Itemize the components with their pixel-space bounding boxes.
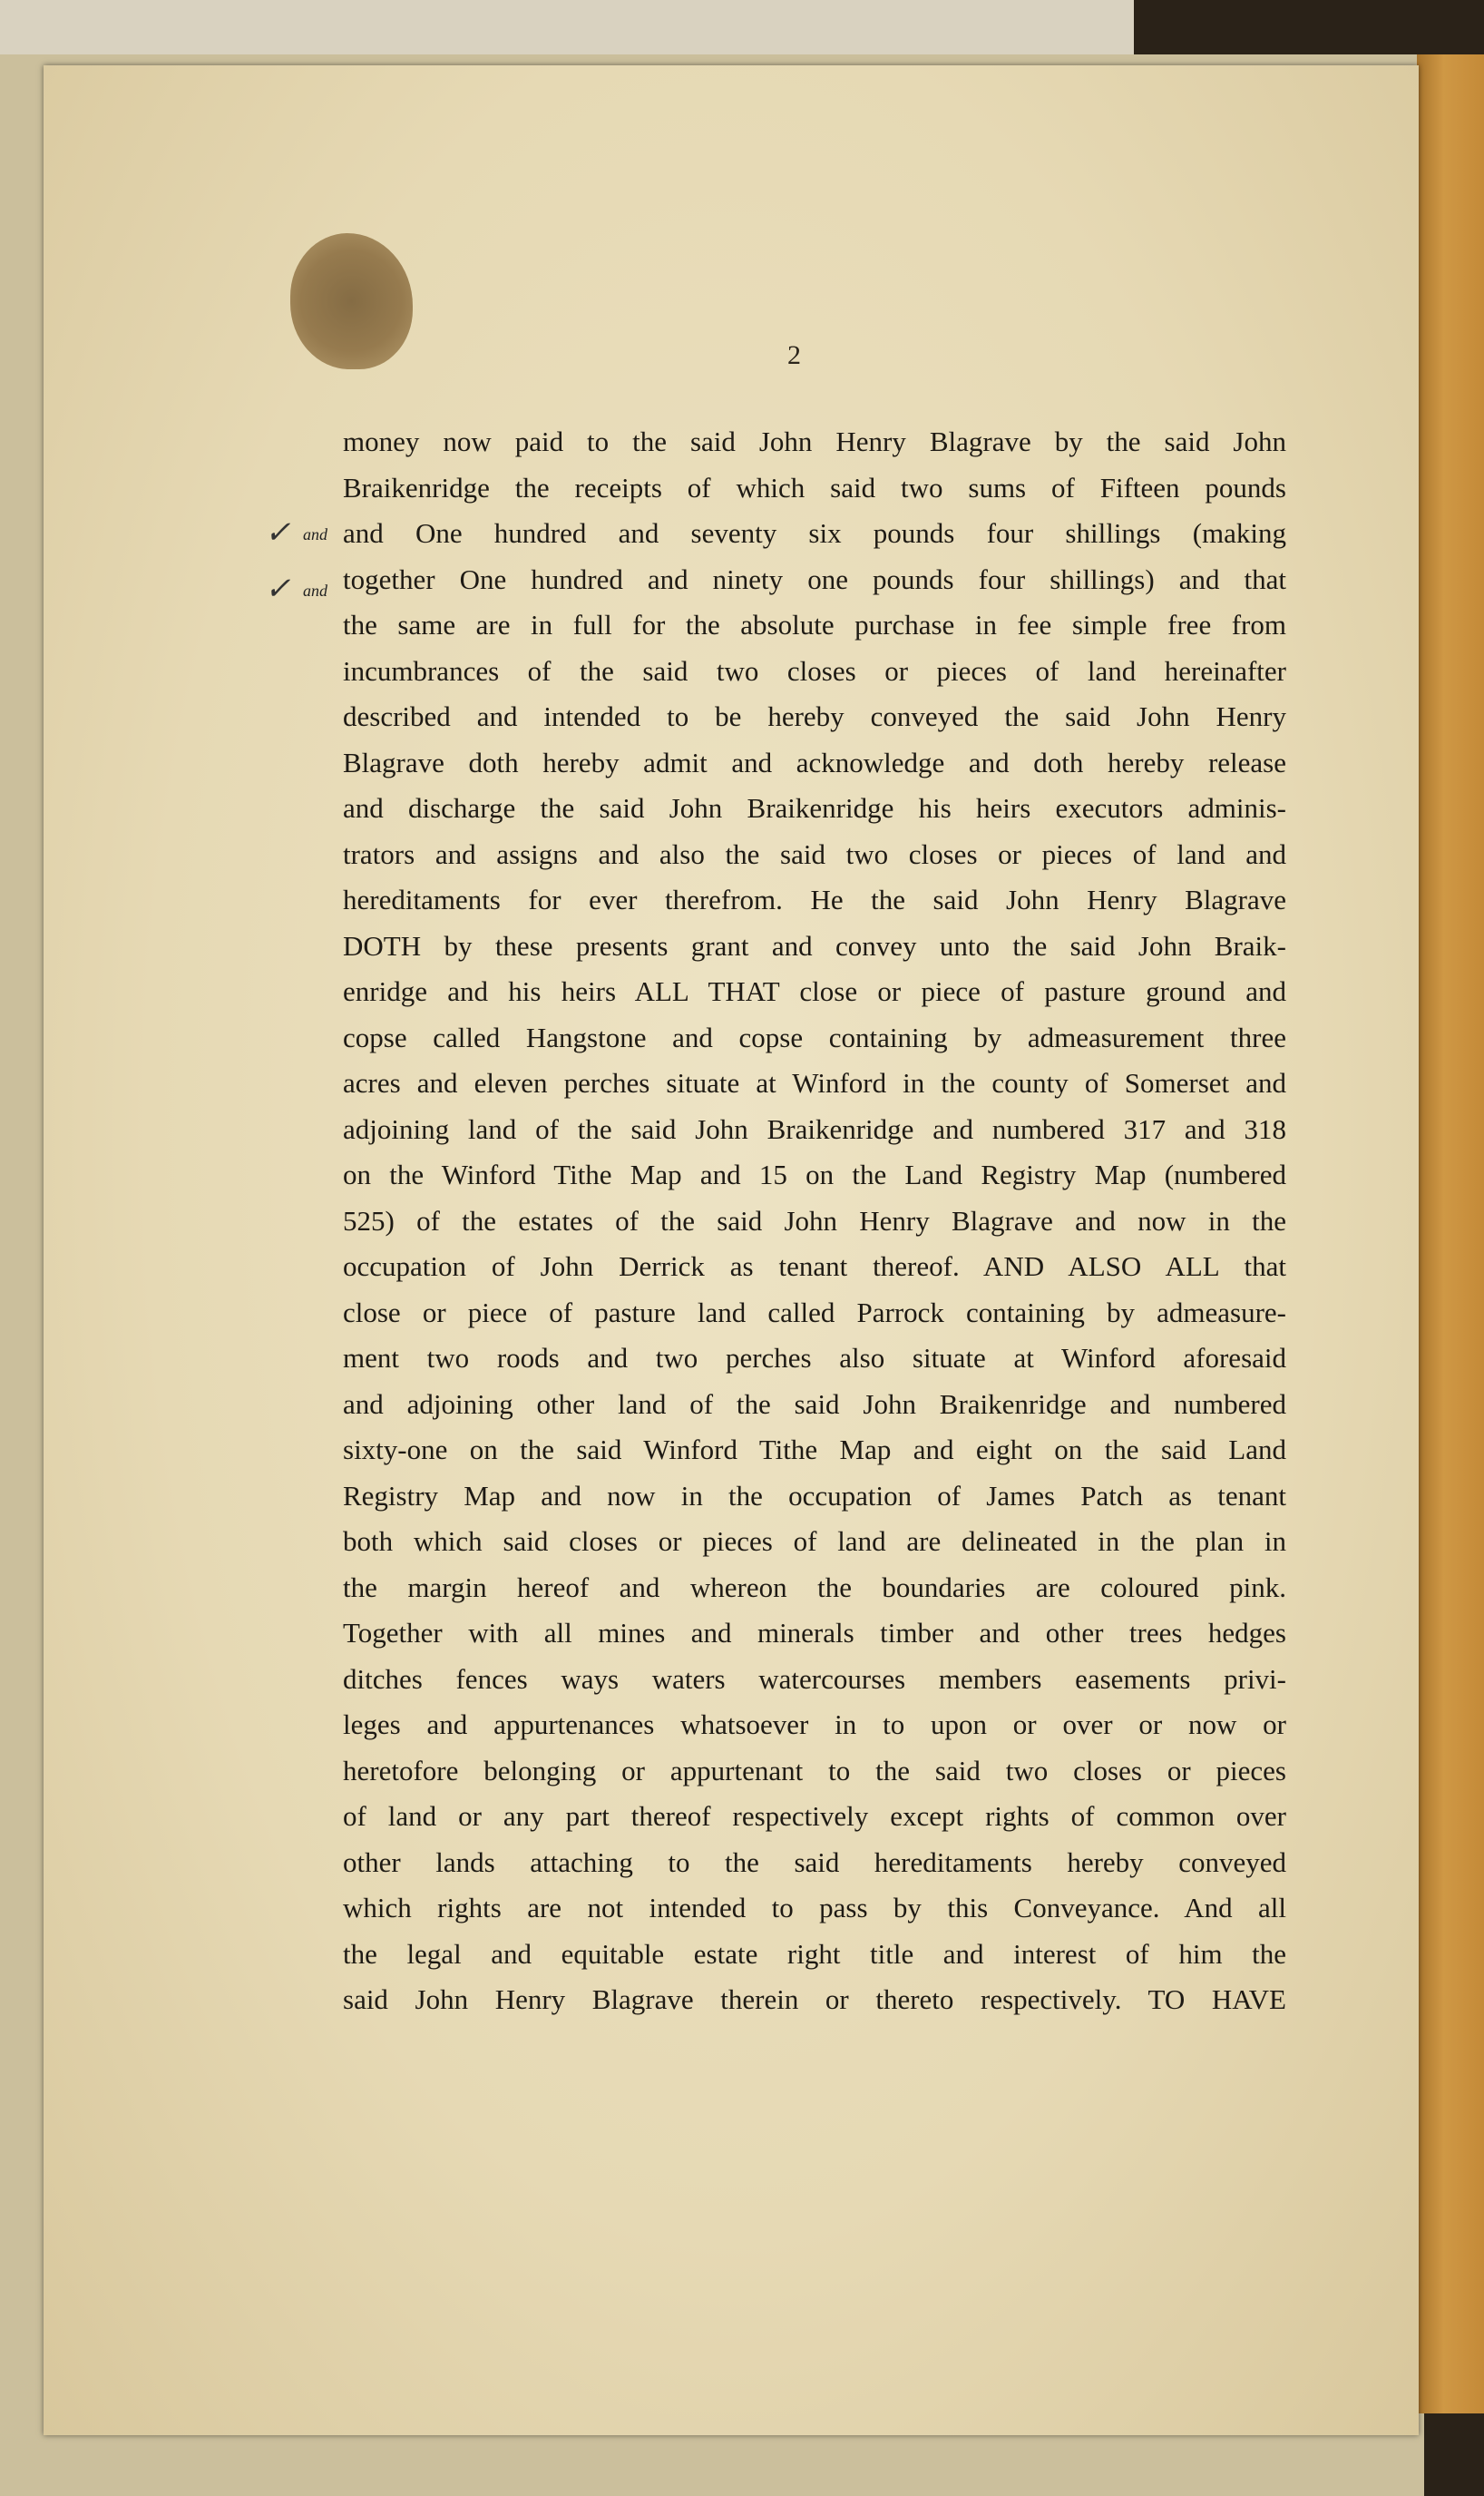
text-line: sixty-one on the said Winford Tithe Map and eight on the said Land — [343, 1434, 1286, 1465]
page-number: 2 — [787, 340, 801, 370]
text-line: and adjoining other land of the said John Braikenridge and numbered — [343, 1387, 1286, 1420]
margin-checkmark-icon: ✓ — [265, 516, 291, 550]
text-line: together One hundred and ninety one pounds four shillings) and that — [343, 563, 1286, 595]
margin-checkmark-icon: ✓ — [265, 573, 291, 606]
text-line: and discharge the said John Braikenridge his heirs executors adminis- — [343, 792, 1286, 824]
text-line: the margin hereof and whereon the boundaries are coloured pink. — [343, 1571, 1286, 1603]
text-line: incumbrances of the said two closes or pieces of land hereinafter — [343, 654, 1286, 687]
handwritten-insertion: and — [303, 525, 327, 543]
text-line: described and intended to be hereby conveyed the said John Henry — [343, 700, 1286, 732]
text-line: said John Henry Blagrave therein or thereto respectively. TO HAVE — [343, 1983, 1286, 2015]
adjacent-folder-edge — [1417, 54, 1484, 2413]
text-line: hereditaments for ever therefrom. He the said John Henry Blagrave — [343, 884, 1286, 915]
text-line: acres and eleven perches situate at Winford in the county of Somerset and — [343, 1067, 1286, 1099]
text-line: Blagrave doth hereby admit and acknowledge and doth hereby release — [343, 746, 1286, 778]
stain-mark — [290, 233, 413, 369]
text-line: other lands attaching to the said hereditaments hereby conveyed — [343, 1845, 1286, 1878]
text-line: ditches fences ways waters watercourses members easements privi- — [343, 1662, 1286, 1695]
text-line: trators and assigns and also the said two closes or pieces of land and — [343, 837, 1286, 870]
text-line: close or piece of pasture land called Parrock containing by admeasure- — [343, 1296, 1286, 1328]
text-line: occupation of John Derrick as tenant thereof. AND ALSO ALL that — [343, 1250, 1286, 1282]
document-body-text — [343, 419, 1286, 2023]
text-line: heretofore belonging or appurtenant to the said two closes or pieces — [343, 1754, 1286, 1786]
text-line: Braikenridge the receipts of which said two sums of Fifteen pounds — [343, 471, 1286, 504]
text-line: of land or any part thereof respectively except rights of common over — [343, 1800, 1286, 1832]
text-line: the same are in full for the absolute purchase in fee simple free from — [343, 609, 1286, 641]
text-line: enridge and his heirs ALL THAT close or piece of pasture ground and — [343, 975, 1286, 1007]
text-line: on the Winford Tithe Map and 15 on the Land Registry Map (numbered — [343, 1159, 1286, 1190]
text-line: money now paid to the said John Henry Blagrave by the said John — [343, 426, 1286, 457]
text-line: Registry Map and now in the occupation of James Patch as tenant — [343, 1479, 1286, 1512]
text-line: which rights are not intended to pass by this Conveyance. And all — [343, 1892, 1286, 1923]
text-line: ment two roods and two perches also situate at Winford aforesaid — [343, 1342, 1286, 1374]
text-line: copse called Hangstone and copse containing by admeasurement three — [343, 1021, 1286, 1053]
text-line: both which said closes or pieces of land are delineated in the plan in — [343, 1525, 1286, 1557]
text-line: DOTH by these presents grant and convey unto the said John Braik- — [343, 929, 1286, 962]
text-line: and One hundred and seventy six pounds four shillings (making — [343, 517, 1286, 549]
handwritten-insertion: and — [303, 582, 327, 600]
text-line: the legal and equitable estate right title and interest of him the — [343, 1937, 1286, 1970]
text-line: leges and appurtenances whatsoever in to upon or over or now or — [343, 1708, 1286, 1740]
text-line: 525) of the estates of the said John Henry Blagrave and now in the — [343, 1204, 1286, 1237]
text-line: adjoining land of the said John Braikenridge and numbered 317 and 318 — [343, 1112, 1286, 1145]
text-line: Together with all mines and minerals timber and other trees hedges — [343, 1617, 1286, 1649]
